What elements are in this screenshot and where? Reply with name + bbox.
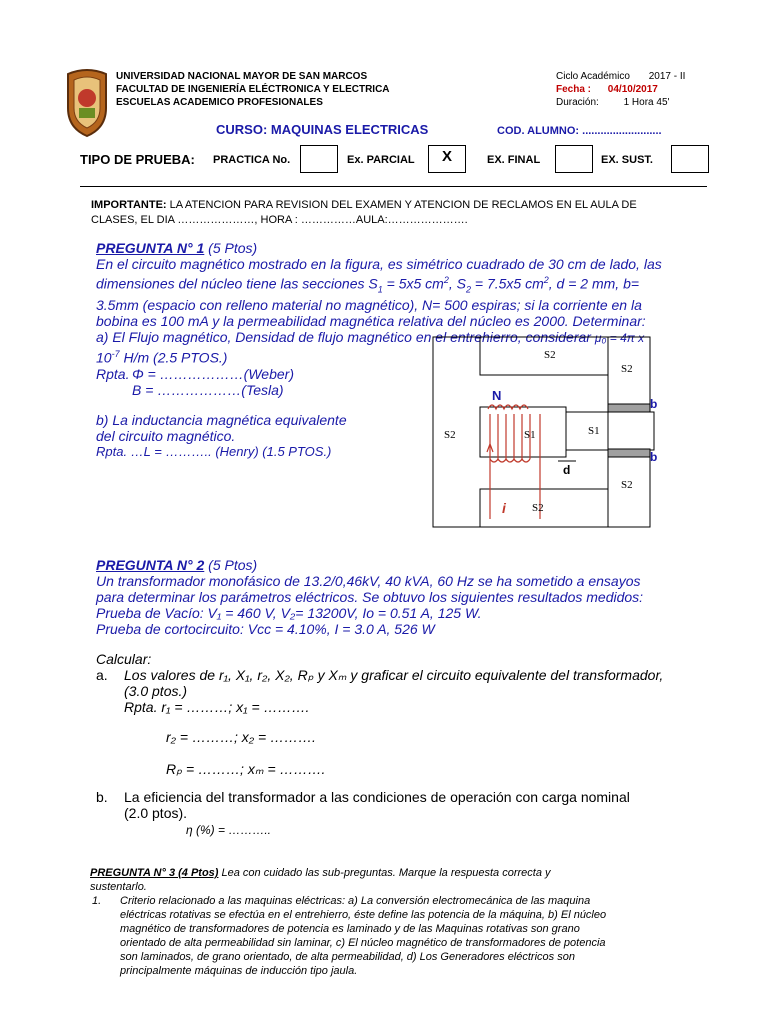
fig-i-label: i <box>502 500 506 516</box>
q3-intro-2: sustentarlo. <box>90 881 147 893</box>
final-box[interactable] <box>555 145 593 173</box>
q3-line-3: magnético de transformadores de potencia es laminado y de las Maquinas rotativas son grano <box>120 923 580 935</box>
q3-line-5: son laminados, de grano orientado, de alta permeabilidad, d) Los Generadores eléctricos son <box>120 951 575 963</box>
test-type-label: TIPO DE PRUEBA: <box>80 152 195 167</box>
sust-label: EX. SUST. <box>601 154 653 166</box>
university-name: UNIVERSIDAD NACIONAL MAYOR DE SAN MARCOS <box>116 71 368 82</box>
duration-value: 1 Hora 45' <box>623 97 670 108</box>
q2-rp-answer[interactable]: Rₚ = ………; xₘ = ………. <box>166 761 326 777</box>
fig-s1-right: S1 <box>588 425 600 437</box>
fig-s2-left: S2 <box>444 429 456 441</box>
q1-line-6a: 10 <box>96 350 112 367</box>
q1-line-2c: , S <box>448 275 466 292</box>
q2-r2-answer[interactable]: r₂ = ………; x₂ = ………. <box>166 729 316 745</box>
notice-text-2: CLASES, EL DIA …………………, HORA : ……………AULA:…………………. <box>91 214 468 226</box>
q1-line-6b: -7 <box>111 349 120 360</box>
q3-intro: Lea con cuidado las sub-preguntas. Marque la respuesta correcta y <box>218 867 551 879</box>
q2-a-line-1: Los valores de r₁, X₁, r₂, X₂, Rₚ y Xₘ y graficar el circuito equivalente del transformador, <box>124 667 664 683</box>
fig-s2-right-top: S2 <box>621 363 633 375</box>
q2-line-2: para determinar los parámetros eléctricos. Se obtuvo los siguientes resultados medidos: <box>96 589 644 605</box>
notice-text-1: LA ATENCION PARA REVISION DEL EXAMEN Y ATENCION DE RECLAMOS EN EL AULA DE <box>166 199 637 211</box>
course-title: CURSO: MAQUINAS ELECTRICAS <box>216 122 429 137</box>
q1-line-3: 3.5mm (espacio con relleno material no magnético), N= 500 espiras; si la corriente en la <box>96 297 642 314</box>
q1-b-line-2: del circuito magnético. <box>96 428 236 444</box>
q2-line-1: Un transformador monofásico de 13.2/0,46kV, 40 kVA, 60 Hz se ha sometido a ensayos <box>96 573 641 589</box>
q1-line-5b: μ₀ = 4π x <box>594 331 645 346</box>
q3-line-2: eléctricas rotativas se efectúa en el entrehierro, éste define las potencia de la máquina, b) El núcleo <box>120 909 607 921</box>
q1-line-2a: dimensiones del núcleo tiene las secciones S <box>96 275 378 292</box>
fig-s2-top: S2 <box>544 349 556 361</box>
parcial-label: Ex. PARCIAL <box>347 154 415 166</box>
q1-phi-answer[interactable]: Φ = ………………(Weber) <box>132 366 294 382</box>
student-code[interactable]: COD. ALUMNO: .......................... <box>497 125 662 137</box>
fig-s1-left: S1 <box>524 429 536 441</box>
fig-b-bottom-label: b <box>650 450 658 464</box>
q2-eta-answer[interactable]: η (%) = ……….. <box>186 823 272 837</box>
magnetic-circuit-figure <box>430 334 666 530</box>
q1-rpta: Rpta. <box>96 366 130 383</box>
q1-line-4: bobina es 100 mA y la permeabilidad magnética relativa del núcleo es 2000. Determinar: <box>96 313 646 330</box>
schools-name: ESCUELAS ACADEMICO PROFESIONALES <box>116 97 323 108</box>
q1-b-line-3[interactable]: Rpta. …L = ……….. (Henry) (1.5 PTOS.) <box>96 444 332 459</box>
q1-line-2d: = 7.5x5 cm <box>471 275 544 292</box>
q2-a-label: a. <box>96 667 108 683</box>
q2-r1-answer[interactable]: Rpta. r₁ = ………; x₁ = ………. <box>124 699 310 715</box>
duration-label: Duración: <box>556 97 599 108</box>
q3-line-6: principalmente máquinas de inducción tipo jaula. <box>120 965 358 977</box>
parcial-box[interactable] <box>428 145 466 173</box>
q3-line-1: Criterio relacionado a las maquinas eléctricas: a) La conversión electromecánica de las maquina <box>120 895 591 907</box>
faculty-name: FACULTAD DE INGENIERÍA ELÉCTRONICA Y ELECTRICA <box>116 84 390 95</box>
q1-points: (5 Ptos) <box>204 240 258 256</box>
university-logo <box>64 68 110 138</box>
cycle-label: Ciclo Académico <box>556 71 630 82</box>
date-value: 04/10/2017 <box>607 84 658 95</box>
q2-calc: Calcular: <box>96 651 152 667</box>
q2-line-4: Prueba de cortocircuito: Vcc = 4.10%, I = 3.0 A, 526 W <box>96 621 435 637</box>
notice-label: IMPORTANTE: <box>91 199 167 211</box>
practica-label: PRACTICA No. <box>213 154 291 166</box>
cycle-value: 2017 - II <box>648 71 686 82</box>
q1-b-answer[interactable]: B = ………………(Tesla) <box>132 382 284 398</box>
q1-title: PREGUNTA N° 1 <box>96 240 205 256</box>
date-label: Fecha : <box>556 84 592 95</box>
q2-a-line-2: (3.0 ptos.) <box>124 683 188 699</box>
q1-line-6c: H/m (2.5 PTOS.) <box>119 350 228 367</box>
q3-title: PREGUNTA N° 3 (4 Ptos) <box>90 867 219 879</box>
fig-d-label: d <box>563 463 571 477</box>
practica-box[interactable] <box>300 145 338 173</box>
q2-points: (5 Ptos) <box>204 557 258 573</box>
q1-line-1: En el circuito magnético mostrado en la figura, es simétrico cuadrado de 30 cm de lado, las <box>96 256 662 272</box>
q1-line-5a: a) El Flujo magnético, Densidad de flujo magnético en el entrehierro, considerar <box>96 329 595 346</box>
q2-b-label: b. <box>96 789 108 805</box>
fig-s2-bottom: S2 <box>532 502 544 514</box>
fig-s2-right-bottom: S2 <box>621 479 633 491</box>
q1-line-2b: = 5x5 cm <box>382 275 444 292</box>
fig-n-label: N <box>492 388 502 403</box>
parcial-mark: X <box>441 148 452 165</box>
fig-b-top-label: b <box>650 397 658 411</box>
q2-title: PREGUNTA N° 2 <box>96 557 205 573</box>
q2-b-line-2: (2.0 ptos). <box>124 805 188 821</box>
q1-line-2e: , d = 2 mm, b= <box>548 275 640 292</box>
q2-line-3: Prueba de Vacío: V₁ = 460 V, V₂= 13200V, Io = 0.51 A, 125 W. <box>96 605 482 621</box>
header-divider <box>80 186 707 187</box>
q2-b-line-1: La eficiencia del transformador a las condiciones de operación con carga nominal <box>124 789 630 805</box>
final-label: EX. FINAL <box>487 154 541 166</box>
q3-line-4: orientado de alta permeabilidad sin laminar, c) El núcleo magnético de transformadores de potencia <box>120 937 606 949</box>
q3-number: 1. <box>92 895 102 907</box>
q1-b-line-1: b) La inductancia magnética equivalente <box>96 412 347 428</box>
sust-box[interactable] <box>671 145 709 173</box>
